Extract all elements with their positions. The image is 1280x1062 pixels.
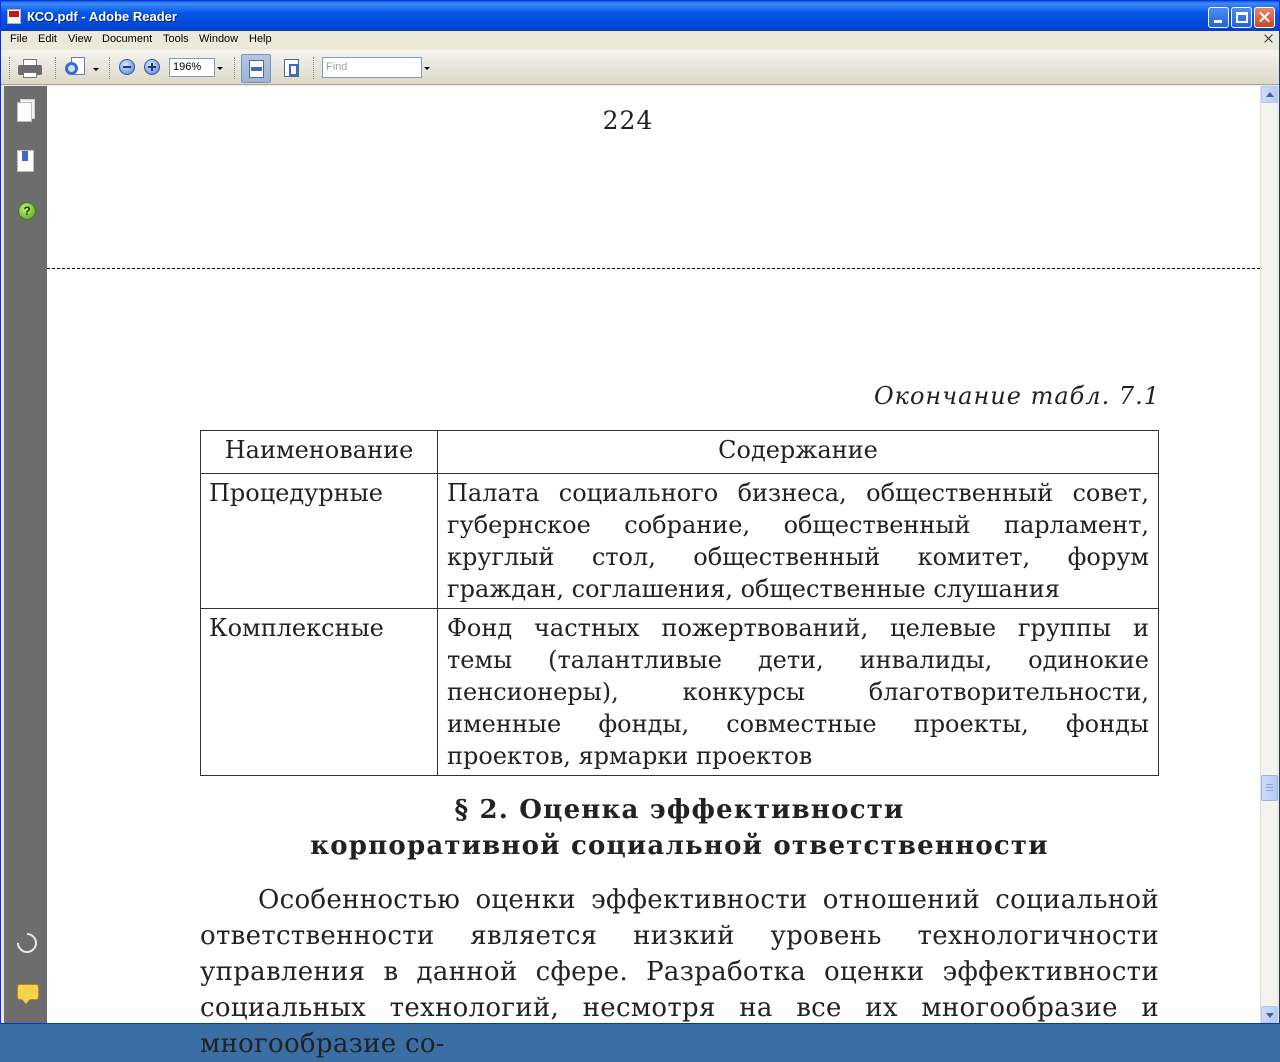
- menu-file[interactable]: File: [10, 33, 28, 45]
- table-caption: Окончание табл. 7.1: [873, 382, 1160, 410]
- toolbar-grip[interactable]: [313, 57, 315, 79]
- close-icon: [1255, 8, 1274, 27]
- scrollbar-thumb[interactable]: [1261, 775, 1278, 801]
- scroll-down-button[interactable]: [1261, 1006, 1278, 1023]
- bookmarks-icon[interactable]: [16, 149, 34, 171]
- maximize-button[interactable]: [1231, 7, 1252, 28]
- chevron-up-icon: [1266, 92, 1274, 97]
- page-number: 224: [602, 106, 654, 135]
- table-cell-content: Палата социального бизнеса, общественный совет, губернское собрание, общественный парламент, круглый стол, общественный комитет, форум граждан, соглашения, общественные слушания: [438, 474, 1159, 609]
- menu-bar: [1, 31, 1279, 50]
- find-input[interactable]: Find: [322, 57, 422, 78]
- menu-help[interactable]: Help: [249, 33, 272, 45]
- content-table: [200, 430, 1159, 776]
- table-cell-content: Фонд частных пожертвований, целевые группы и темы (талантливые дети, инвалиды, одинокие пенсионеры), конкурсы благотворительности, именные фонды, совместные проекты, фонды проектов, ярмарки проектов: [438, 609, 1159, 776]
- table-row: [201, 474, 1159, 609]
- menu-window[interactable]: Window: [199, 33, 239, 45]
- minimize-icon: [1214, 20, 1222, 23]
- minimize-button[interactable]: [1208, 7, 1229, 28]
- close-document-icon[interactable]: [1263, 33, 1275, 45]
- pdf-app-icon: [7, 9, 21, 24]
- table-cell-name: Процедурные: [201, 474, 438, 609]
- navigation-pane: [4, 86, 47, 1023]
- vertical-scrollbar[interactable]: [1260, 86, 1277, 1023]
- maximize-icon: [1236, 12, 1248, 23]
- menu-tools[interactable]: Tools: [163, 33, 189, 45]
- search-dropdown-chevron-icon[interactable]: [93, 68, 99, 71]
- pages-icon[interactable]: [16, 99, 34, 121]
- menu-view[interactable]: View: [68, 33, 92, 45]
- body-paragraph: Особенностью оценки эффективности отношений социальной ответственности является низкий уровень технологичности управления в данной сфере. Разработка оценки эффективности социальных технологий, несмотря на все их многообразие и многообразие со-: [200, 885, 1159, 1059]
- document-view[interactable]: [47, 86, 1260, 1059]
- print-icon[interactable]: [18, 59, 42, 77]
- section-heading: [200, 792, 1159, 864]
- fit-width-icon: [284, 59, 299, 77]
- zoom-out-icon[interactable]: [119, 59, 135, 75]
- table-cell-name: Комплексные: [201, 609, 438, 776]
- toolbar-grip[interactable]: [234, 57, 236, 79]
- toolbar-grip[interactable]: [55, 57, 57, 79]
- page-break-divider: [47, 268, 1260, 269]
- find-dropdown-chevron-icon[interactable]: [424, 67, 430, 70]
- toolbar-grip[interactable]: [9, 57, 11, 79]
- comments-icon[interactable]: [17, 984, 39, 1000]
- table-row: [201, 609, 1159, 776]
- zoom-level-input[interactable]: 196%: [169, 58, 215, 77]
- window-title: КСО.pdf - Adobe Reader: [27, 9, 177, 24]
- menu-document[interactable]: Document: [102, 33, 153, 45]
- chevron-down-icon: [1266, 1013, 1274, 1018]
- menu-edit[interactable]: Edit: [38, 33, 57, 45]
- toolbar-grip[interactable]: [109, 57, 111, 79]
- fit-page-button[interactable]: [241, 54, 271, 83]
- zoom-dropdown-chevron-icon[interactable]: [217, 67, 223, 70]
- fit-page-icon: [249, 60, 264, 78]
- section-heading-line: корпоративной социальной ответственности: [310, 831, 1049, 861]
- search-icon[interactable]: [65, 57, 87, 79]
- zoom-in-icon[interactable]: [144, 59, 160, 75]
- fit-width-button[interactable]: [277, 54, 307, 83]
- help-icon[interactable]: ?: [18, 202, 36, 220]
- section-heading-line: § 2. Оценка эффективности: [454, 795, 905, 825]
- table-header-row: [201, 431, 1159, 474]
- table-header-name: Наименование: [201, 431, 438, 474]
- scroll-up-button[interactable]: [1261, 86, 1278, 103]
- attachments-icon[interactable]: [13, 929, 41, 957]
- close-button[interactable]: [1254, 7, 1275, 28]
- title-bar[interactable]: [1, 1, 1279, 31]
- table-header-content: Содержание: [438, 431, 1159, 474]
